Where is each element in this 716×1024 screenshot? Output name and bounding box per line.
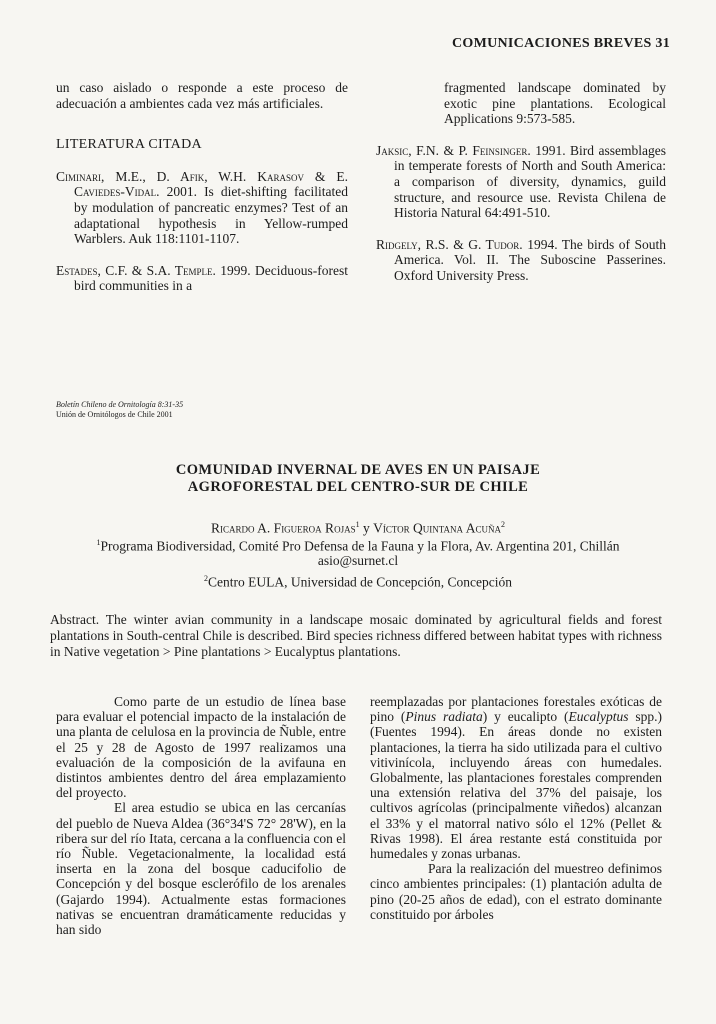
continuation-text: fragmented landscape dominated by exotic pine plantations. Ecological Applications 9:573-585. (444, 80, 666, 127)
reference-authors: Ciminari, M.E., D. Afik, W.H. Karasov & E. (56, 168, 348, 184)
body-text: spp.) (Fuentes 1994). En áreas donde no existen plantaciones, la tierra ha sido utilizada para el cultivo vitivinícola, incluyendo áreas con humedales. Globalmente, las plantaciones forestales comprenden una extensión relativa del 37% del paisaje, los cultivos agrícolas (principalmente viñedos) alcanzan el 33% y el matorral nativo sólo el 12% (Pellet & Rivas 1998). El área restante está constituida por humedales y zonas urbanas. (370, 709, 663, 862)
title-line2: AGROFORESTAL DEL CENTRO-SUR DE CHILE (187, 479, 529, 495)
body-right-column (370, 694, 662, 922)
body-text: ) y eucalipto ( (482, 709, 569, 725)
body-paragraph: El area estudio se ubica en las cercanías del pueblo de Nueva Aldea (36°34'S 72° 28'W), en la ribera sur del río Itata, cercana a la confluencia con el río Ñuble. Vegetacionalmente, la localidad está inserta en la zona del bosque caducifolio de Concepción y del bosque esclerófilo de los arenales (Gajardo 1994). Actualmente estas formaciones nativas se encuentran dramáticamente reducidas y han sido (56, 800, 346, 938)
author-1: Ricardo A. Figueroa Rojas (211, 520, 356, 536)
email: asio@surnet.cl (317, 553, 399, 568)
literature-heading: LITERATURA CITADA (56, 137, 202, 153)
reference-text: 1991. Bird assemblages in temperate forests of North and South America: a comparison of diversity, dynamics, guild structure, and resource use. Revista Chilena de Historia Natural 64:491-510. (394, 142, 667, 221)
title-line1: COMUNIDAD INVERNAL DE AVES EN UN PAISAJE (175, 462, 541, 478)
body-left-column (56, 694, 346, 937)
body-paragraph (370, 694, 662, 861)
species-name: Pinus radiata (405, 709, 483, 725)
reference-ridgely (376, 237, 666, 284)
reference-authors-cont: Caviedes-Vidal. (74, 184, 160, 200)
affiliation-2-text: Centro EULA, Universidad de Concepción, Concepción (207, 574, 513, 590)
author-2: Víctor Quintana Acuña (373, 520, 501, 536)
article-title (100, 462, 616, 496)
bulletin-line2: Unión de Ornitólogos de Chile 2001 (56, 410, 173, 419)
body-paragraph: Como parte de un estudio de línea base para evaluar el potencial impacto de la instalación de una planta de celulosa en la provincia de Ñuble, entre el 25 y 28 de Agosto de 1997 realizamos una evaluación de la composición de la avifauna en distintos ambientes dentro del área emplazamiento del proyecto. (56, 694, 346, 801)
reference-estades (56, 263, 348, 294)
author-join: y (359, 520, 374, 536)
reference-text: 2001. Is diet-shifting facilitated by modulation of pancreatic enzymes? Test of an adaptational hypothesis in Yellow-rumped Warblers. Auk 118:1101-1107. (74, 184, 348, 247)
affiliation-1-text: Programa Biodiversidad, Comité Pro Defensa de la Fauna y la Flora, Av. Argentina 201, Chillán (100, 538, 620, 554)
reference-jaksic (376, 143, 666, 221)
author-2-sup: 2 (500, 520, 505, 529)
affiliation-1-sup: 1 (96, 538, 101, 547)
body-paragraph: Para la realización del muestreo definimos cinco ambientes principales: (1) plantación adulta de pino (20-25 años de edad), con el estrato dominante constituido por árboles (370, 861, 662, 922)
top-right-column (376, 80, 666, 284)
bulletin-info (56, 400, 356, 420)
affiliation-2 (40, 570, 676, 591)
bulletin-line1: Boletín Chileno de Ornitología 8:31-35 (56, 400, 184, 409)
body-text: reemplazadas por plantaciones forestales exóticas de pino ( (370, 694, 662, 725)
reference-text: 1994. The birds of South America. Vol. II. The Suboscine Passerines. Oxford University Press. (394, 236, 667, 283)
top-left-column (56, 80, 348, 294)
reference-authors: Estades, C.F. & S.A. Temple. (56, 262, 216, 278)
reference-authors: Ridgely, R.S. & G. Tudor. (376, 236, 523, 252)
running-head: COMUNICACIONES BREVES 31 (451, 36, 670, 51)
reference-text: 1999. Deciduous-forest bird communities in a (74, 262, 348, 294)
continuation-text: un caso aislado o responde a este proceso de adecuación a ambientes cada vez más artificiales. (56, 80, 348, 111)
reference-authors: Jaksic, F.N. & P. Feinsinger. (376, 142, 531, 158)
genus-name: Eucalyptus (568, 709, 629, 725)
abstract: Abstract. The winter avian community in a landscape mosaic dominated by agricultural fields and forest plantations in South-central Chile is described. Bird species richness differed between habitat types with richness in Native vegetation > Pine plantations > Eucalyptus plantations. (50, 612, 662, 659)
author-1-sup: 1 (355, 520, 360, 529)
affiliation-2-sup: 2 (203, 574, 208, 583)
reference-ciminari (56, 169, 348, 247)
